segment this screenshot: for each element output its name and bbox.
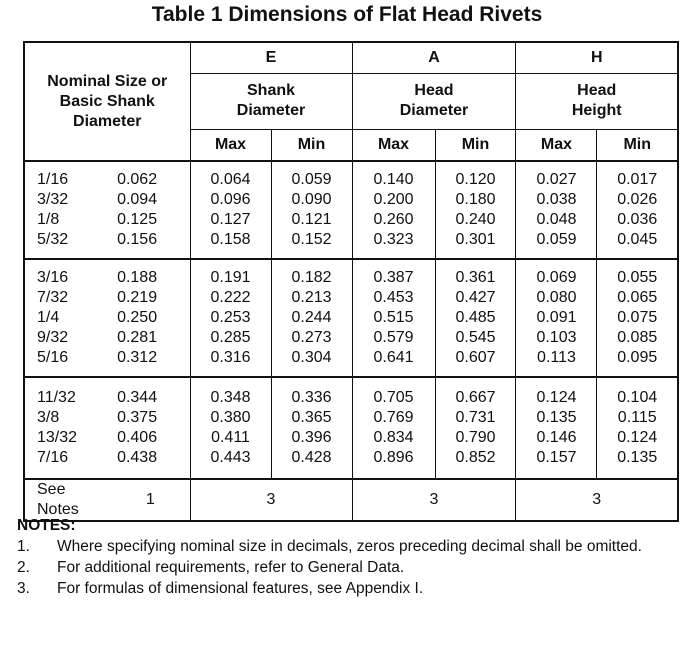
table-row: 0.361 (455, 269, 496, 286)
decimal-size-cell (111, 259, 190, 377)
table-row: 0.375 (117, 409, 158, 426)
table-row-group (24, 259, 678, 377)
table-row: 0.336 (291, 389, 332, 406)
table-row: 0.641 (373, 349, 414, 366)
table-row: 1/8 (37, 211, 60, 228)
notes-section (17, 515, 682, 599)
table-row: 0.115 (617, 409, 657, 426)
shank-diameter-max-cell (190, 161, 271, 259)
table-row: 0.250 (117, 309, 158, 326)
see-notes-h: 3 (516, 479, 678, 521)
table-row: 0.124 (536, 389, 577, 406)
table-row: 3/16 (37, 269, 69, 286)
table-row: 0.769 (373, 409, 414, 426)
rivet-dimensions-table (23, 41, 679, 522)
head-diameter-min-cell (435, 377, 516, 479)
table-row: 0.120 (455, 171, 496, 188)
nominal-size-cell (24, 259, 111, 377)
head-height-header: Head Height (516, 73, 678, 129)
table-row: 0.285 (210, 329, 251, 346)
note-number: 1. (17, 538, 30, 555)
table-row: 0.485 (455, 309, 496, 326)
decimal-size-cell (111, 161, 190, 259)
table-row: 0.095 (617, 349, 658, 366)
a-max-header: Max (352, 129, 435, 161)
table-row: 0.453 (373, 289, 414, 306)
table-row: 0.156 (117, 231, 158, 248)
table-row: 0.059 (291, 171, 332, 188)
table-row: 5/32 (37, 231, 69, 248)
table-row: 0.348 (210, 389, 251, 406)
table-row: 0.438 (117, 449, 158, 466)
table-row: 7/16 (37, 449, 69, 466)
head-height-min-cell (597, 377, 678, 479)
table-row: 0.113 (537, 349, 576, 366)
shank-diameter-max-cell (190, 377, 271, 479)
note-item (17, 578, 682, 599)
table-row: 0.026 (617, 191, 658, 208)
table-row: 0.182 (291, 269, 332, 286)
table-row: 0.387 (373, 269, 414, 286)
head-diameter-max-cell (352, 377, 435, 479)
head-diameter-header: Head Diameter (352, 73, 516, 129)
table-row: 0.048 (536, 211, 577, 228)
table-row: 0.396 (291, 429, 332, 446)
table-row: 9/32 (37, 329, 69, 346)
table-row: 0.135 (536, 409, 577, 426)
table-row: 0.244 (291, 309, 332, 326)
table-row: 0.304 (291, 349, 332, 366)
table-row: 0.380 (210, 409, 251, 426)
table-row: 0.121 (291, 211, 332, 228)
nominal-size-cell (24, 377, 111, 479)
table-row: 0.406 (117, 429, 158, 446)
head-diameter-max-cell (352, 161, 435, 259)
table-row: 0.059 (536, 231, 577, 248)
h-max-header: Max (516, 129, 597, 161)
table-row: 0.065 (617, 289, 658, 306)
table-row: 0.515 (373, 309, 414, 326)
table-row: 0.036 (617, 211, 658, 228)
h-min-header: Min (597, 129, 678, 161)
table-row: 11/32 (37, 389, 76, 406)
note-item (17, 557, 682, 578)
table-row: 0.152 (291, 231, 332, 248)
see-notes-a: 3 (352, 479, 516, 521)
table-row: 0.191 (210, 269, 251, 286)
table-row: 0.240 (455, 211, 496, 228)
table-row: 0.344 (117, 389, 158, 406)
h-letter-header: H (516, 42, 678, 73)
table-row: 0.365 (291, 409, 332, 426)
table-row: 5/16 (37, 349, 69, 366)
table-row: 0.027 (536, 171, 577, 188)
table-row: 0.852 (455, 449, 496, 466)
e-letter-header: E (190, 42, 352, 73)
head-height-max-cell (516, 377, 597, 479)
table-row: 0.281 (117, 329, 158, 346)
table-row: 0.064 (210, 171, 251, 188)
e-max-header: Max (190, 129, 271, 161)
table-row: 0.069 (536, 269, 577, 286)
note-number: 3. (17, 580, 30, 597)
table-row: 0.104 (617, 389, 658, 406)
table-row: 0.260 (373, 211, 414, 228)
note-text: For formulas of dimensional features, see Appendix I. (57, 580, 424, 597)
table-row: 0.790 (455, 429, 496, 446)
e-min-header: Min (271, 129, 352, 161)
table-row: 0.045 (617, 231, 658, 248)
table-row: 0.579 (373, 329, 414, 346)
table-row: 0.096 (210, 191, 251, 208)
table-row: 1/4 (37, 309, 60, 326)
table-row: 0.200 (373, 191, 414, 208)
table-row: 0.157 (536, 449, 577, 466)
table-row: 0.427 (455, 289, 496, 306)
table-row: 0.103 (536, 329, 577, 346)
table-row: 0.896 (373, 449, 414, 466)
table-row: 0.127 (210, 211, 251, 228)
a-min-header: Min (435, 129, 516, 161)
table-row: 0.411 (211, 429, 250, 446)
table-title: Table 1 Dimensions of Flat Head Rivets (151, 3, 543, 26)
table-row: 0.834 (373, 429, 414, 446)
table-row: 0.158 (210, 231, 251, 248)
see-notes-label: See Notes (24, 479, 111, 521)
shank-diameter-max-cell (190, 259, 271, 377)
head-height-max-cell (516, 259, 597, 377)
table-row-group (24, 377, 678, 479)
table-row: 0.075 (617, 309, 658, 326)
table-row: 0.062 (117, 171, 158, 188)
head-diameter-min-cell (435, 259, 516, 377)
table-row: 0.188 (117, 269, 158, 286)
shank-diameter-min-cell (271, 161, 352, 259)
note-number: 2. (17, 559, 30, 576)
note-text: Where specifying nominal size in decimals, zeros preceding decimal shall be omitted. (57, 538, 642, 555)
table-row: 0.125 (117, 211, 158, 228)
nominal-size-header: Nominal Size or Basic Shank Diameter (24, 42, 190, 161)
table-row: 0.428 (291, 449, 332, 466)
table-row: 0.545 (455, 329, 496, 346)
table-row: 0.090 (291, 191, 332, 208)
head-diameter-max-cell (352, 259, 435, 377)
table-row: 0.085 (617, 329, 658, 346)
table-row: 0.140 (373, 171, 414, 188)
table-row: 0.667 (455, 389, 496, 406)
table-row: 7/32 (37, 289, 69, 306)
table-row: 0.038 (536, 191, 577, 208)
table-row: 0.146 (536, 429, 577, 446)
table-row: 0.443 (210, 449, 251, 466)
table-row: 13/32 (37, 429, 78, 446)
shank-diameter-header: Shank Diameter (190, 73, 352, 129)
table-row: 0.124 (617, 429, 658, 446)
table-row: 0.731 (455, 409, 496, 426)
table-row: 0.017 (617, 171, 658, 188)
table-row: 0.607 (455, 349, 496, 366)
table-row: 0.180 (455, 191, 496, 208)
table-row: 0.301 (455, 231, 496, 248)
table-row: 0.323 (373, 231, 414, 248)
table-row: 0.094 (117, 191, 158, 208)
head-height-min-cell (597, 259, 678, 377)
table-row: 0.080 (536, 289, 577, 306)
table-row: 0.316 (210, 349, 251, 366)
table-row: 0.222 (210, 289, 251, 306)
decimal-size-cell (111, 377, 190, 479)
table-row: 0.705 (373, 389, 414, 406)
table-row: 0.219 (117, 289, 158, 306)
head-height-min-cell (597, 161, 678, 259)
table-row: 0.253 (210, 309, 251, 326)
table-row: 0.273 (291, 329, 332, 346)
head-height-max-cell (516, 161, 597, 259)
table-row: 0.312 (117, 349, 158, 366)
table-row-group (24, 161, 678, 259)
table-row: 0.091 (536, 309, 577, 326)
table-row: 0.213 (291, 289, 332, 306)
notes-heading: NOTES: (17, 517, 76, 534)
note-item (17, 536, 682, 557)
table-row: 0.135 (617, 449, 658, 466)
table-row: 3/32 (37, 191, 69, 208)
shank-diameter-min-cell (271, 377, 352, 479)
note-text: For additional requirements, refer to General Data. (57, 559, 405, 576)
table-row: 0.055 (617, 269, 658, 286)
table-row: 1/16 (37, 171, 69, 188)
table-row: 3/8 (37, 409, 60, 426)
a-letter-header: A (352, 42, 516, 73)
see-notes-e: 3 (190, 479, 352, 521)
shank-diameter-min-cell (271, 259, 352, 377)
nominal-size-cell (24, 161, 111, 259)
head-diameter-min-cell (435, 161, 516, 259)
see-notes-nominal: 1 (111, 479, 190, 521)
